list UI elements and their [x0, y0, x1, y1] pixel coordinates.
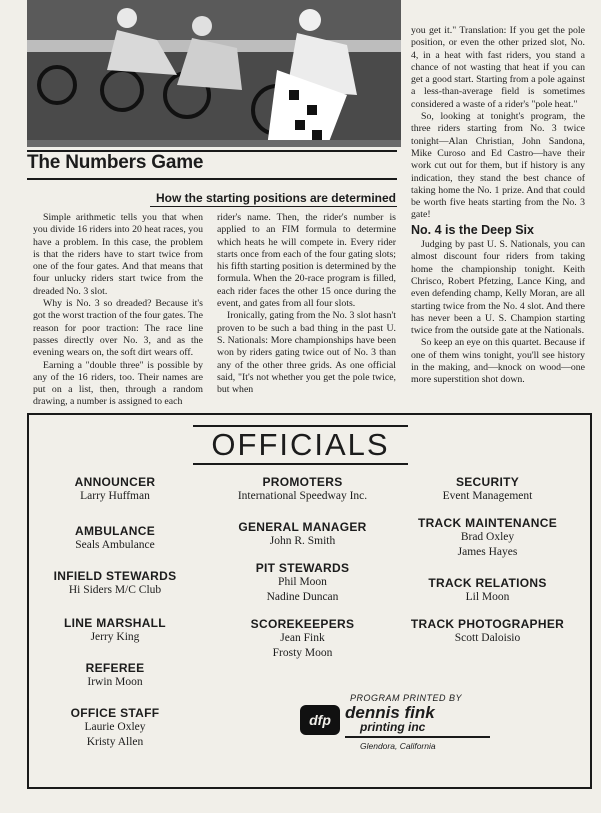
official-role: PROMOTERS	[262, 475, 343, 489]
official-entry	[215, 617, 390, 661]
official-entry	[40, 475, 190, 504]
section-heading: No. 4 is the Deep Six	[411, 222, 534, 237]
official-name: John R. Smith	[269, 535, 336, 547]
printer-city: Glendora, California	[360, 741, 436, 751]
article-column-3	[411, 25, 585, 387]
official-role: TRACK MAINTENANCE	[417, 516, 558, 530]
article-paragraph: rider's name. Then, the rider's number is applied to an FIM formula to determine which heats he will compete in. Every rider starts once from each of the four gating slots; his fifth starting position is determined by the formula. When the 20-race program is filled, each rider faces the other 15 once during the event, and gates from all four slots.	[217, 212, 396, 310]
article-paragraph: Judging by past U. S. Nationals, you can almost discount four riders from taking home the championship tonight. Keith Chrisco, Robert Pfetzing, Lance King, and even defending champ, Kelly Moran, are all starting twice from the No. 4 slot. And there has never been a U. S. Champion starting twice from the outside gate at the Nationals.	[411, 239, 585, 337]
printer-caption: PROGRAM PRINTED BY	[350, 693, 463, 703]
printer-underline	[345, 736, 490, 738]
official-role: SCOREKEEPERS	[250, 617, 355, 631]
official-entry	[405, 475, 570, 504]
officials-center-column	[215, 475, 390, 673]
article-paragraph: So keep an eye on this quartet. Because if one of them wins tonight, you'll see history in the making, and—knock on wood—one more superstition shot down.	[411, 337, 585, 386]
official-name: Seals Ambulance	[75, 539, 155, 551]
official-name: Scott Daloisio	[454, 632, 521, 644]
official-entry	[215, 520, 390, 549]
official-name: Laurie Oxley	[84, 721, 146, 733]
officials-title-text: OFFICIALS	[193, 425, 407, 465]
dfp-logo-icon	[300, 705, 340, 735]
article-column-2	[217, 212, 396, 396]
official-name: Event Management	[442, 490, 533, 502]
official-entry	[40, 569, 190, 598]
official-name: Brad Oxley	[460, 531, 515, 543]
official-role: TRACK RELATIONS	[428, 576, 547, 590]
official-entry	[40, 661, 190, 690]
article-headline: The Numbers Game	[27, 152, 204, 173]
official-name: Phil Moon	[278, 576, 327, 588]
official-name: Irwin Moon	[87, 676, 143, 688]
official-role: REFEREE	[85, 661, 145, 675]
official-role: GENERAL MANAGER	[238, 520, 367, 534]
official-entry	[215, 561, 390, 605]
article-paragraph: Why is No. 3 so dreaded? Because it's got the worst traction of the four gates. The reason for poor traction: The race line passes directly over No. 3, and as the evening wears on, the soft dirt wears off.	[33, 298, 203, 359]
official-entry	[40, 616, 190, 645]
official-name: Jean Fink	[280, 632, 325, 644]
speedway-race-photo	[27, 0, 401, 147]
official-role: SECURITY	[455, 475, 520, 489]
official-role: OFFICE STAFF	[70, 706, 160, 720]
official-role: INFIELD STEWARDS	[53, 569, 177, 583]
officials-right-column	[405, 475, 570, 658]
article-paragraph: you get it." Translation: If you get the pole position, or even the other prized slot, No. 4, in a heat with fast riders, you stand a chance of not wasting that heat if you can get a good start. Starting from a pole against a less-than-average field is sometimes considered a waste of a rider's "pole heat."	[411, 25, 585, 110]
official-name: Lil Moon	[465, 591, 510, 603]
official-entry	[405, 516, 570, 560]
official-name: Kristy Allen	[86, 736, 144, 748]
article-paragraph: Earning a "double three" is possible by any of the 16 riders, too. Their names are put on a list, then, through a random drawing, a number is assigned to each	[33, 359, 203, 408]
official-name: International Speedway Inc.	[237, 490, 368, 502]
official-role: AMBULANCE	[74, 524, 156, 538]
official-entry	[40, 524, 190, 553]
article-subhead: How the starting positions are determined	[155, 191, 396, 205]
article-column-1	[33, 212, 203, 409]
official-role: PIT STEWARDS	[255, 561, 350, 575]
official-role: ANNOUNCER	[74, 475, 156, 489]
official-name: Hi Siders M/C Club	[68, 584, 162, 596]
subhead-rule	[150, 206, 397, 207]
official-entry	[40, 706, 190, 750]
article-paragraph: So, looking at tonight's program, the three riders starting from No. 3 twice tonight—Alan Christian, John Sandona, Mike Curoso and Ed Castro—have their work cut out for them, but if history is any indication, they stand the best chance of taking home the No. 1 prize. And that could be worth five heats starting from the No. 3 gate!	[411, 111, 585, 221]
article-paragraph: Ironically, gating from the No. 3 slot hasn't proven to be such a bad thing in the past U. S. Nationals: More championships have been won by riders gating twice out of No. 3 than any of the other three grids. As one official said, "It's not whether you get the pole twice, but when	[217, 310, 396, 396]
article-paragraph: Simple arithmetic tells you that when you divide 16 riders into 20 heat races, you have a problem. In this case, the problem is that the riders have to start twice from one of the four gates. And that means that four unlucky riders start twice from the dreaded No. 3 slot.	[33, 212, 203, 297]
logo-text: dfp	[309, 712, 331, 728]
officials-title	[0, 425, 601, 465]
official-role: TRACK PHOTOGRAPHER	[410, 617, 565, 631]
printer-name-line-2: printing inc	[360, 720, 426, 734]
official-entry	[215, 475, 390, 504]
official-entry	[405, 617, 570, 646]
official-name: Jerry King	[90, 631, 140, 643]
printer-name: dennis fink	[345, 703, 435, 722]
headline-bottom-rule	[27, 178, 397, 180]
official-name: Larry Huffman	[80, 490, 150, 502]
official-entry	[405, 576, 570, 605]
official-name: Frosty Moon	[272, 647, 333, 659]
official-name: Nadine Duncan	[266, 591, 339, 603]
official-name: James Hayes	[457, 546, 518, 558]
official-role: LINE MARSHALL	[64, 616, 166, 630]
officials-left-column	[40, 475, 190, 762]
